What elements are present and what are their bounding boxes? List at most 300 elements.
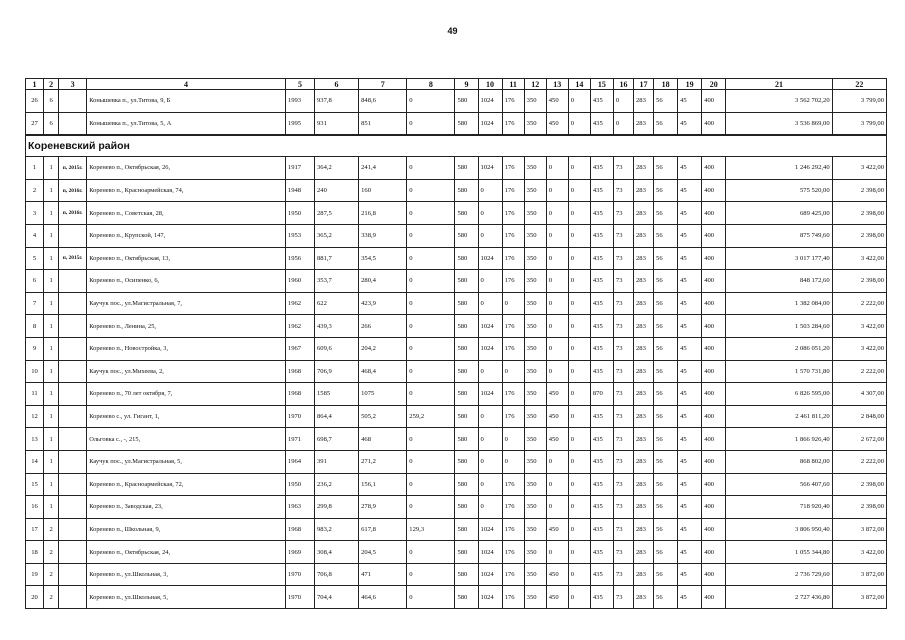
table-cell: 6 — [44, 90, 59, 113]
table-cell: 580 — [455, 202, 478, 225]
table-cell: 20 — [26, 586, 44, 609]
table-cell: 450 — [546, 428, 568, 451]
table-cell: 56 — [654, 473, 678, 496]
table-cell: Каучук пос., ул.Михеева, 2, — [87, 360, 286, 383]
table-cell — [59, 90, 87, 113]
table-cell: 6 — [44, 112, 59, 135]
table-cell — [59, 337, 87, 360]
table-row — [26, 428, 887, 451]
table-cell: 0 — [546, 337, 568, 360]
table-cell: 1 — [44, 224, 59, 247]
table-cell: Коренево п., Октябрьская, 26, — [87, 157, 286, 180]
table-cell: 435 — [590, 541, 613, 564]
table-row — [26, 496, 887, 519]
table-cell: 350 — [524, 157, 546, 180]
table-cell: 283 — [633, 428, 653, 451]
table-cell: 580 — [455, 112, 478, 135]
table-cell: 875 749,60 — [726, 224, 832, 247]
table-row — [26, 157, 887, 180]
table-row — [26, 450, 887, 473]
table-cell: 3 799,00 — [832, 112, 886, 135]
table-cell: 73 — [613, 315, 633, 338]
table-cell: 609,6 — [314, 337, 358, 360]
table-cell: 400 — [702, 518, 726, 541]
table-cell: 0 — [407, 90, 455, 113]
table-cell: 12 — [26, 405, 44, 428]
table-cell: 2 — [26, 179, 44, 202]
table-cell: 176 — [502, 473, 524, 496]
column-header: 5 — [285, 79, 314, 90]
table-cell: 283 — [633, 270, 653, 293]
table-cell: 73 — [613, 360, 633, 383]
table-cell: Коренево п., Красноармейская, 72, — [87, 473, 286, 496]
table-cell — [59, 518, 87, 541]
table-cell: 1 055 344,80 — [726, 541, 832, 564]
table-cell: 580 — [455, 563, 478, 586]
table-cell: 283 — [633, 586, 653, 609]
table-cell: 350 — [524, 473, 546, 496]
table-cell: 0 — [568, 224, 590, 247]
column-header: 20 — [702, 79, 726, 90]
table-row — [26, 292, 887, 315]
table-cell: 283 — [633, 247, 653, 270]
table-cell: 350 — [524, 112, 546, 135]
table-cell: 1968 — [285, 360, 314, 383]
table-cell: 435 — [590, 405, 613, 428]
table-cell: 56 — [654, 224, 678, 247]
table-cell: 0 — [478, 473, 502, 496]
column-header: 6 — [314, 79, 358, 90]
table-cell: 1995 — [285, 112, 314, 135]
table-cell: 864,4 — [314, 405, 358, 428]
table-cell: Коренево с., ул. Гигант, 1, — [87, 405, 286, 428]
table-cell: 0 — [407, 383, 455, 406]
table-cell: 73 — [613, 450, 633, 473]
table-row — [26, 383, 887, 406]
table-cell: 0 — [478, 224, 502, 247]
table-cell: 15 — [26, 473, 44, 496]
table-cell: 435 — [590, 292, 613, 315]
table-cell: 1 — [44, 473, 59, 496]
column-header: 1 — [26, 79, 44, 90]
table-cell: 0 — [407, 202, 455, 225]
table-cell: 1024 — [478, 563, 502, 586]
table-cell: 868 802,00 — [726, 450, 832, 473]
table-cell: 0 — [478, 292, 502, 315]
table-cell: 283 — [633, 157, 653, 180]
column-header: 8 — [407, 79, 455, 90]
table-cell: 1024 — [478, 90, 502, 113]
table-cell: 350 — [524, 270, 546, 293]
table-cell: 1948 — [285, 179, 314, 202]
table-cell: 0 — [568, 292, 590, 315]
table-cell: 45 — [678, 224, 702, 247]
table-cell: 1 — [44, 157, 59, 180]
table-cell: 450 — [546, 586, 568, 609]
table-cell: 580 — [455, 450, 478, 473]
table-cell: 56 — [654, 247, 678, 270]
table-cell: 176 — [502, 315, 524, 338]
table-cell: 45 — [678, 473, 702, 496]
table-cell: Коренево п., Красноармейская, 74, — [87, 179, 286, 202]
table-cell: 1 — [44, 383, 59, 406]
table-cell: 1 — [44, 179, 59, 202]
table-cell: 3 422,00 — [832, 541, 886, 564]
table-cell: 0 — [568, 518, 590, 541]
table-cell: 1 382 084,00 — [726, 292, 832, 315]
table-cell: 73 — [613, 157, 633, 180]
table-cell: 1950 — [285, 473, 314, 496]
table-cell: 176 — [502, 112, 524, 135]
table-cell: 2 222,00 — [832, 450, 886, 473]
column-header: 10 — [478, 79, 502, 90]
table-cell: 45 — [678, 428, 702, 451]
table-row — [26, 563, 887, 586]
table-cell: 2 398,00 — [832, 473, 886, 496]
table-cell: 56 — [654, 541, 678, 564]
table-cell: Коренево п., Новостройка, 3, — [87, 337, 286, 360]
table-cell: Коренево п., ул.Школьная, 3, — [87, 563, 286, 586]
table-cell: 3 872,00 — [832, 586, 886, 609]
table-cell: 1953 — [285, 224, 314, 247]
table-cell: 1024 — [478, 112, 502, 135]
table-cell: 400 — [702, 315, 726, 338]
table-cell: 566 407,60 — [726, 473, 832, 496]
table-cell: 18 — [26, 541, 44, 564]
table-cell: 400 — [702, 473, 726, 496]
table-cell: п, 2015г. — [59, 157, 87, 180]
table-cell: 2 — [44, 586, 59, 609]
table-cell: 17 — [26, 518, 44, 541]
table-cell: 400 — [702, 428, 726, 451]
table-cell: 435 — [590, 450, 613, 473]
table-cell: 56 — [654, 496, 678, 519]
table-cell: 350 — [524, 337, 546, 360]
table-cell: 5 — [26, 247, 44, 270]
table-cell: 350 — [524, 496, 546, 519]
table-cell: 0 — [407, 586, 455, 609]
table-cell: 450 — [546, 563, 568, 586]
table-cell: 0 — [407, 292, 455, 315]
table-cell: 0 — [568, 337, 590, 360]
table-cell: 56 — [654, 270, 678, 293]
table-cell: 176 — [502, 383, 524, 406]
table-cell: 580 — [455, 428, 478, 451]
table-cell: 45 — [678, 496, 702, 519]
table-cell: 176 — [502, 270, 524, 293]
table-cell: 45 — [678, 112, 702, 135]
table-cell: Ольговка с., -, 215, — [87, 428, 286, 451]
table-cell: 56 — [654, 428, 678, 451]
table-cell: 283 — [633, 337, 653, 360]
table-cell: 0 — [568, 202, 590, 225]
table-cell: 350 — [524, 247, 546, 270]
table-cell: 156,1 — [359, 473, 407, 496]
table-cell: 2 398,00 — [832, 224, 886, 247]
table-cell: 45 — [678, 247, 702, 270]
table-cell: 3 562 702,20 — [726, 90, 832, 113]
table-cell: 3 872,00 — [832, 518, 886, 541]
table-cell: 364,2 — [314, 157, 358, 180]
table-cell: 0 — [407, 563, 455, 586]
table-cell: 73 — [613, 586, 633, 609]
table-cell: 1 — [44, 270, 59, 293]
table-cell: 0 — [407, 179, 455, 202]
table-cell: 2 086 051,20 — [726, 337, 832, 360]
table-cell: 350 — [524, 224, 546, 247]
table-cell: 56 — [654, 586, 678, 609]
table-cell: 1024 — [478, 586, 502, 609]
table-cell: 56 — [654, 383, 678, 406]
table-cell: Коренево п., Октябрьская, 13, — [87, 247, 286, 270]
table-cell: 1 — [44, 337, 59, 360]
table-cell: 0 — [478, 450, 502, 473]
table-cell: 73 — [613, 473, 633, 496]
table-cell: 580 — [455, 473, 478, 496]
table-cell: 56 — [654, 518, 678, 541]
table-cell: Коренево п., 70 лет октября, 7, — [87, 383, 286, 406]
table-cell: 0 — [407, 315, 455, 338]
table-cell: 1970 — [285, 405, 314, 428]
table-cell: 450 — [546, 383, 568, 406]
table-cell — [59, 224, 87, 247]
table-cell: Коренево п., ул.Школьная, 5, — [87, 586, 286, 609]
table-cell: 0 — [568, 428, 590, 451]
table-cell — [59, 541, 87, 564]
table-cell: 0 — [546, 541, 568, 564]
table-cell: 3 806 950,40 — [726, 518, 832, 541]
table-cell: 216,8 — [359, 202, 407, 225]
page-number: 49 — [447, 26, 458, 36]
table-row — [26, 473, 887, 496]
table-cell: 1 — [44, 496, 59, 519]
table-cell — [59, 586, 87, 609]
table-cell: 3 422,00 — [832, 337, 886, 360]
table-cell — [59, 428, 87, 451]
table-cell: 45 — [678, 563, 702, 586]
table-cell: 56 — [654, 405, 678, 428]
table-cell: 73 — [613, 518, 633, 541]
table-cell: 435 — [590, 112, 613, 135]
table-cell: 400 — [702, 224, 726, 247]
table-cell: 56 — [654, 450, 678, 473]
table-cell: Коренево п., Школьная, 9, — [87, 518, 286, 541]
table-cell: 1963 — [285, 496, 314, 519]
table-cell: 0 — [407, 428, 455, 451]
table-cell: Коренево п., Осипенко, 6, — [87, 270, 286, 293]
table-cell: 56 — [654, 202, 678, 225]
table-row — [26, 270, 887, 293]
table-cell: 73 — [613, 270, 633, 293]
table-cell: 160 — [359, 179, 407, 202]
table-cell: 287,5 — [314, 202, 358, 225]
table-cell — [59, 450, 87, 473]
table-cell: 0 — [568, 496, 590, 519]
table-cell: 26 — [26, 90, 44, 113]
table-cell: 0 — [546, 157, 568, 180]
table-cell: 870 — [590, 383, 613, 406]
table-cell: 689 425,00 — [726, 202, 832, 225]
table-cell: 365,2 — [314, 224, 358, 247]
table-cell: 580 — [455, 315, 478, 338]
table-cell: 0 — [568, 586, 590, 609]
table-cell: 435 — [590, 224, 613, 247]
table-cell: 283 — [633, 90, 653, 113]
section-row — [26, 135, 887, 157]
table-cell: п, 2015г. — [59, 247, 87, 270]
table-cell: 937,8 — [314, 90, 358, 113]
column-header: 13 — [546, 79, 568, 90]
table-cell: 0 — [568, 383, 590, 406]
table-cell: 580 — [455, 90, 478, 113]
table-cell: 400 — [702, 179, 726, 202]
table-cell: 580 — [455, 337, 478, 360]
table-cell: 2 — [44, 563, 59, 586]
table-cell: 283 — [633, 360, 653, 383]
table-cell: 435 — [590, 270, 613, 293]
table-cell: 3 422,00 — [832, 247, 886, 270]
table-cell: 73 — [613, 179, 633, 202]
column-header: 21 — [726, 79, 832, 90]
table-cell: 73 — [613, 541, 633, 564]
table-cell: 176 — [502, 586, 524, 609]
table-cell: 236,2 — [314, 473, 358, 496]
table-cell: 0 — [502, 428, 524, 451]
table-cell: 1 — [44, 315, 59, 338]
table-cell: 353,7 — [314, 270, 358, 293]
table-cell: 0 — [546, 270, 568, 293]
section-title: Кореневский район — [26, 135, 887, 157]
table-cell: 1950 — [285, 202, 314, 225]
table-cell: 0 — [613, 112, 633, 135]
table-cell: 45 — [678, 360, 702, 383]
table-cell: 7 — [26, 292, 44, 315]
table-cell: 176 — [502, 157, 524, 180]
table-cell: 0 — [478, 405, 502, 428]
table-cell: 45 — [678, 518, 702, 541]
table-cell: 10 — [26, 360, 44, 383]
table-cell: 0 — [478, 179, 502, 202]
table-cell: 580 — [455, 541, 478, 564]
table-cell: 308,4 — [314, 541, 358, 564]
table-cell: 0 — [546, 450, 568, 473]
table-cell: 450 — [546, 112, 568, 135]
table-cell: 45 — [678, 292, 702, 315]
table-cell: 2 461 811,20 — [726, 405, 832, 428]
table-cell: 283 — [633, 179, 653, 202]
table-cell: Коренево п., Крупской, 147, — [87, 224, 286, 247]
table-cell: 19 — [26, 563, 44, 586]
table-cell: 0 — [613, 90, 633, 113]
table-cell: 435 — [590, 360, 613, 383]
table-cell: 400 — [702, 90, 726, 113]
table-cell: п, 2016г. — [59, 179, 87, 202]
table-cell: 3 422,00 — [832, 315, 886, 338]
table-cell: 471 — [359, 563, 407, 586]
table-cell: 1 866 926,40 — [726, 428, 832, 451]
column-header: 22 — [832, 79, 886, 90]
table-cell: 0 — [568, 563, 590, 586]
table-cell: 2 398,00 — [832, 496, 886, 519]
table-cell: 350 — [524, 563, 546, 586]
table-cell: 0 — [407, 247, 455, 270]
table-cell: 0 — [546, 473, 568, 496]
table-cell: 464,6 — [359, 586, 407, 609]
table-cell: 0 — [568, 157, 590, 180]
table-row — [26, 224, 887, 247]
table-cell: 283 — [633, 224, 653, 247]
table-cell: 1 570 731,80 — [726, 360, 832, 383]
table-cell: 73 — [613, 383, 633, 406]
table-cell: 2 672,00 — [832, 428, 886, 451]
table-cell: 56 — [654, 563, 678, 586]
table-cell: 2 727 436,80 — [726, 586, 832, 609]
table-cell: 1024 — [478, 337, 502, 360]
table-cell: 2 222,00 — [832, 292, 886, 315]
table-cell: 0 — [568, 270, 590, 293]
table-cell: 45 — [678, 450, 702, 473]
table-cell: 45 — [678, 90, 702, 113]
table-cell: 1960 — [285, 270, 314, 293]
table-cell: 1024 — [478, 315, 502, 338]
table-cell — [59, 496, 87, 519]
column-header: 18 — [654, 79, 678, 90]
table-cell: 9 — [26, 337, 44, 360]
table-cell: 6 — [26, 270, 44, 293]
table-cell: 435 — [590, 428, 613, 451]
table-cell: 706,9 — [314, 360, 358, 383]
table-cell: 0 — [502, 292, 524, 315]
table-cell: 622 — [314, 292, 358, 315]
table-cell: 56 — [654, 90, 678, 113]
table-cell: 1024 — [478, 157, 502, 180]
table-cell: 400 — [702, 270, 726, 293]
table-cell: 435 — [590, 563, 613, 586]
table-cell: 400 — [702, 247, 726, 270]
table-cell: 0 — [502, 360, 524, 383]
table-cell: 0 — [546, 179, 568, 202]
housing-register-table — [25, 78, 887, 609]
table-cell: 350 — [524, 360, 546, 383]
table-cell: 450 — [546, 405, 568, 428]
table-cell: 283 — [633, 112, 653, 135]
table-cell: 73 — [613, 405, 633, 428]
table-cell: 350 — [524, 292, 546, 315]
table-cell: 350 — [524, 450, 546, 473]
table-cell: 1 — [44, 360, 59, 383]
table-cell: 1970 — [285, 586, 314, 609]
table-cell: 400 — [702, 337, 726, 360]
table-cell: 45 — [678, 383, 702, 406]
table-cell: Коренево п., Ленина, 25, — [87, 315, 286, 338]
table-cell: 283 — [633, 518, 653, 541]
table-row — [26, 179, 887, 202]
table-row — [26, 112, 887, 135]
table-cell: 3 799,00 — [832, 90, 886, 113]
table-cell: 283 — [633, 496, 653, 519]
table-cell: Коренево п., Советская, 28, — [87, 202, 286, 225]
table-cell: 400 — [702, 405, 726, 428]
table-cell — [59, 473, 87, 496]
table-cell: 176 — [502, 247, 524, 270]
table-cell: 575 520,00 — [726, 179, 832, 202]
table-cell: 423,9 — [359, 292, 407, 315]
table-cell: 8 — [26, 315, 44, 338]
table-cell: 0 — [407, 112, 455, 135]
table-cell: 129,3 — [407, 518, 455, 541]
table-cell: Коренево п., Октябрьская, 24, — [87, 541, 286, 564]
table-cell: 283 — [633, 202, 653, 225]
